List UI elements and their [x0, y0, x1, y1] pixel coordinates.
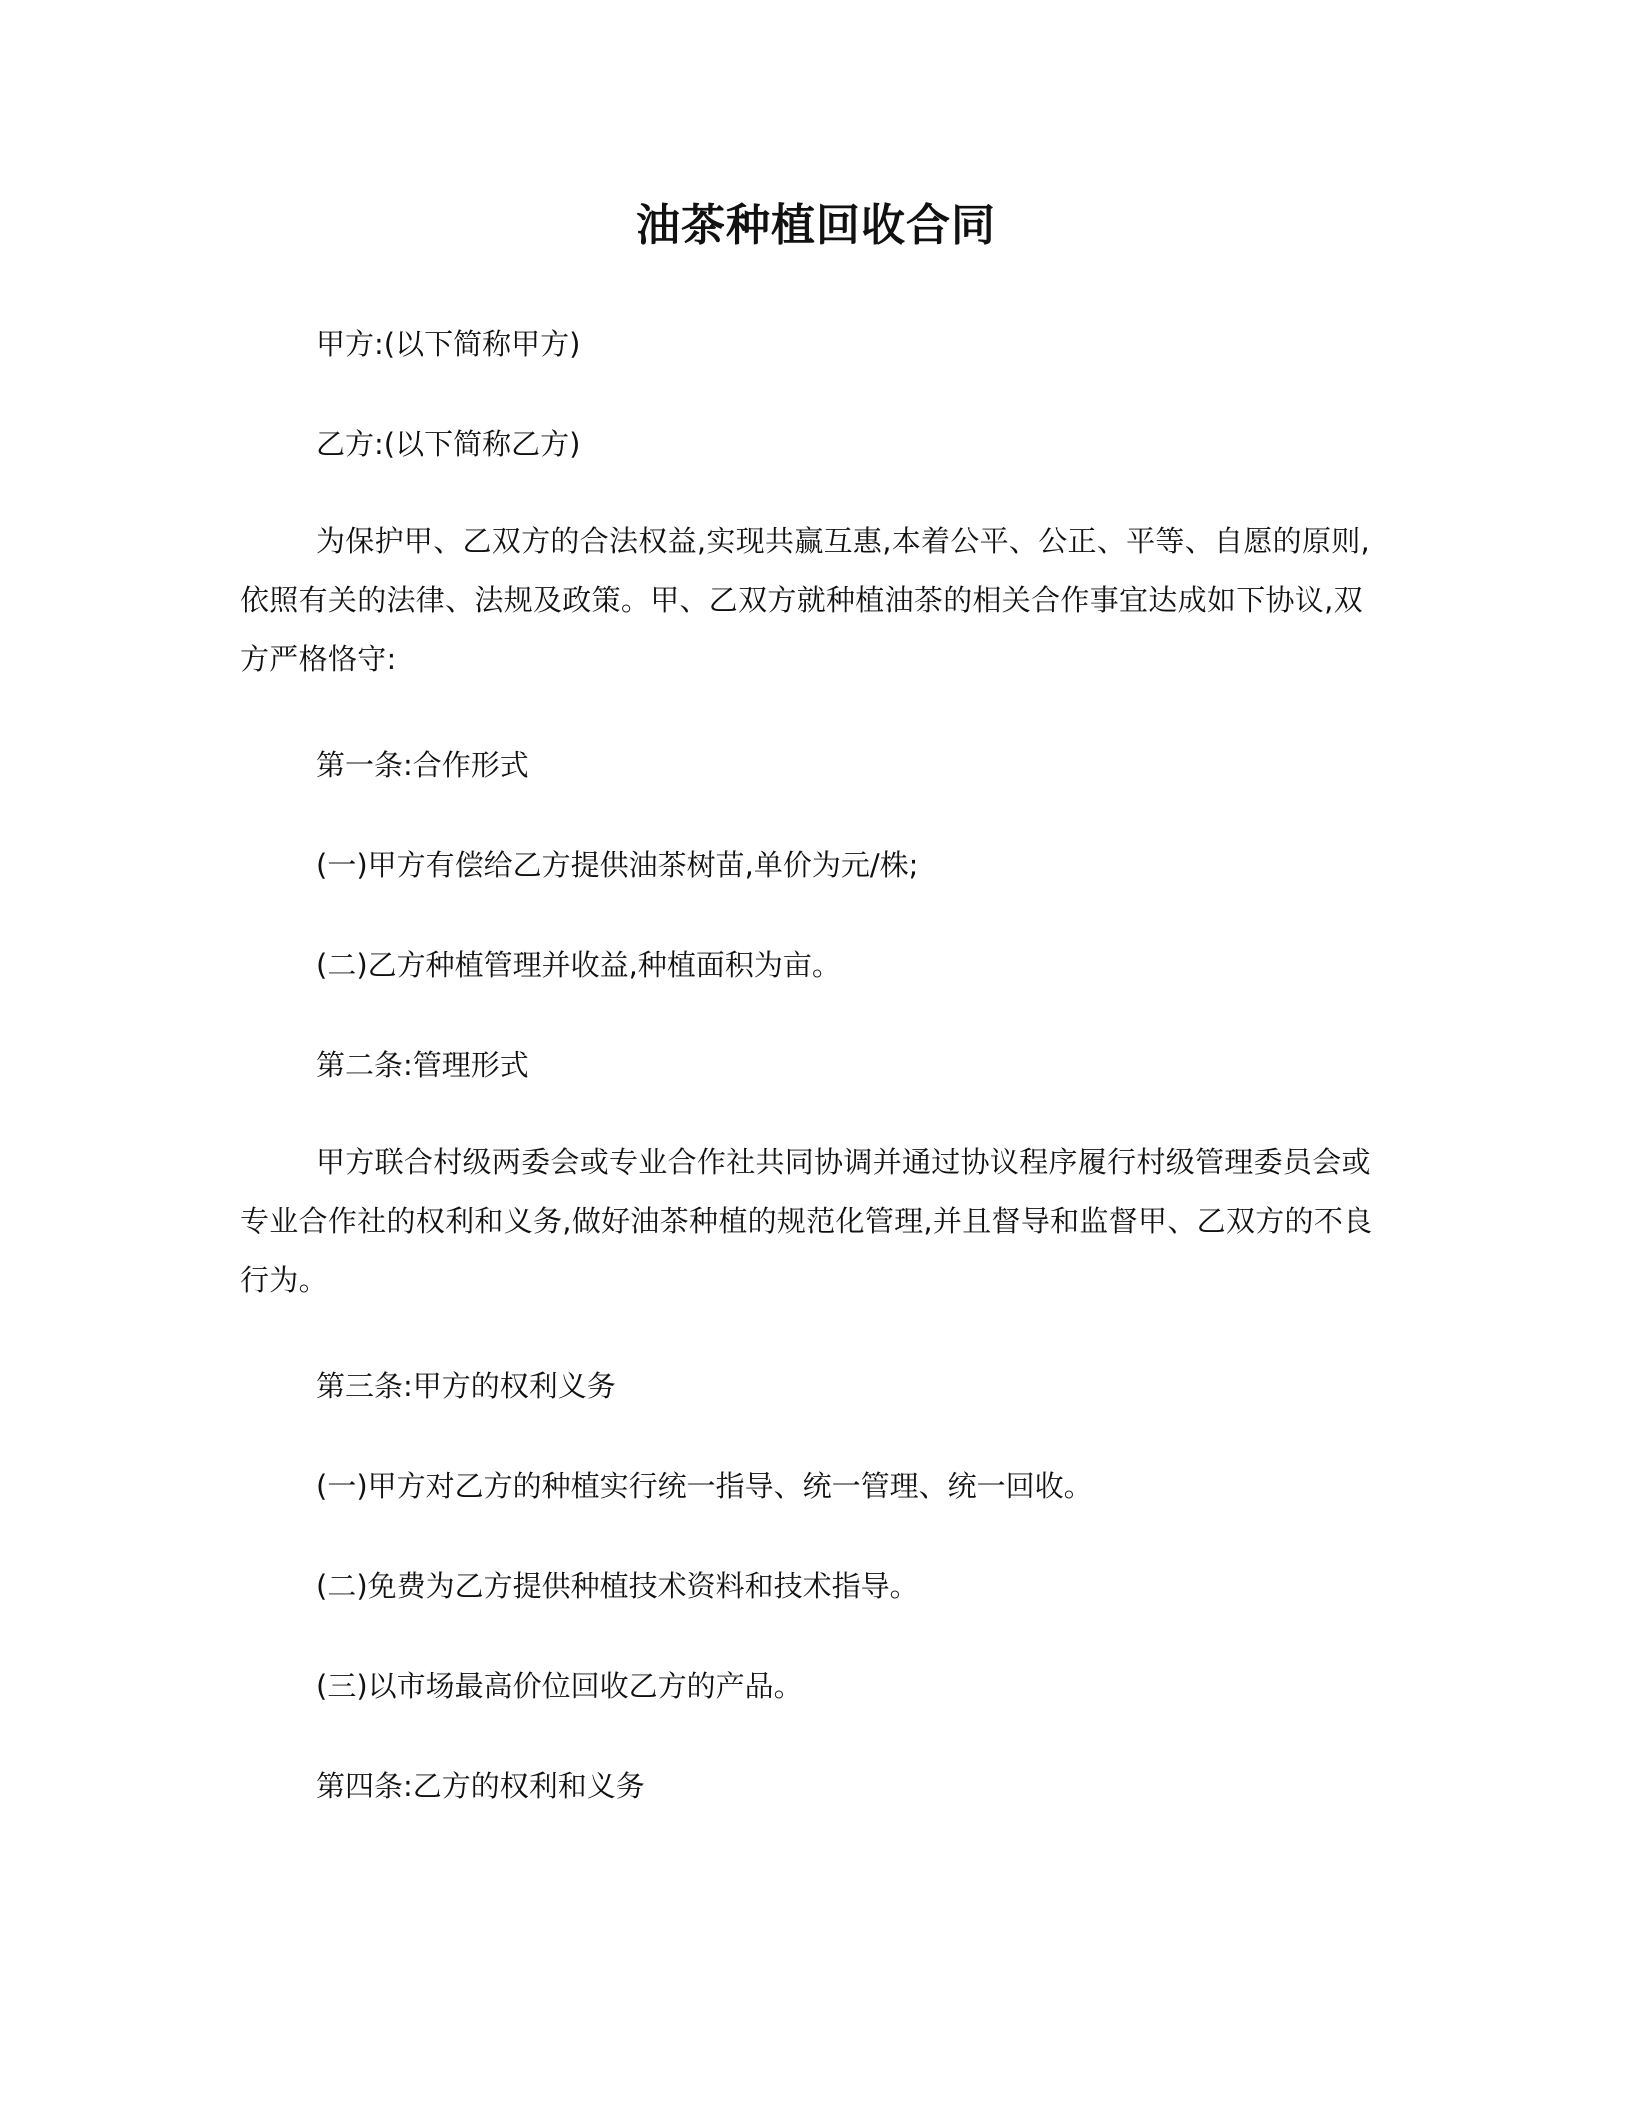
article1-heading: 第一条:合作形式	[316, 748, 529, 782]
article3-heading: 第三条:甲方的权利义务	[316, 1369, 616, 1403]
article1-item-1: (一)甲方有偿给乙方提供油茶树苗,单价为元/株;	[316, 848, 919, 882]
document-title: 油茶种植回收合同	[636, 200, 996, 251]
preamble-paragraph: 为保护甲、乙双方的合法权益,实现共赢互惠,本着公平、公正、平等、自愿的原则,依照有关的法律、法规及政策。甲、乙双方就种植油茶的相关合作事宜达成如下协议,双方严格恪守:	[240, 524, 1371, 676]
article2-heading: 第二条:管理形式	[316, 1048, 529, 1082]
article3-item-3: (三)以市场最高价位回收乙方的产品。	[316, 1669, 803, 1703]
party-a-line: 甲方:(以下简称甲方)	[316, 327, 581, 361]
party-b-line: 乙方:(以下简称乙方)	[316, 427, 581, 461]
article3-item-1: (一)甲方对乙方的种植实行统一指导、统一管理、统一回收。	[316, 1469, 1093, 1503]
article3-item-2: (二)免费为乙方提供种植技术资料和技术指导。	[316, 1569, 919, 1603]
article2-body: 甲方联合村级两委会或专业合作社共同协调并通过协议程序履行村级管理委员会或专业合作社的权利和义务,做好油茶种植的规范化管理,并且督导和监督甲、乙双方的不良行为。	[240, 1145, 1373, 1297]
article1-item-2: (二)乙方种植管理并收益,种植面积为亩。	[316, 948, 841, 982]
article4-heading: 第四条:乙方的权利和义务	[316, 1769, 645, 1803]
